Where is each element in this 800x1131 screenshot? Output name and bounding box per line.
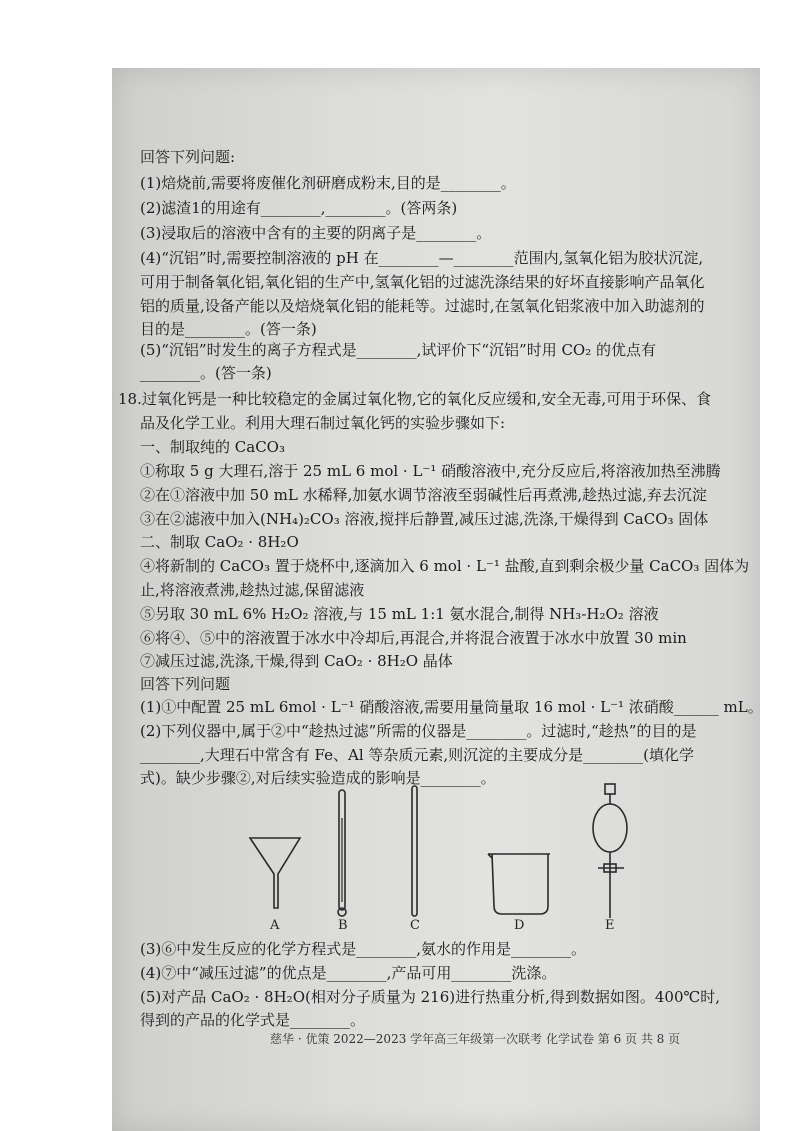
section-heading: 一、制取纯的 CaCO₃ bbox=[140, 438, 285, 456]
subquestion-line: (4)⑦中“减压过滤”的优点是________,产品可用________洗涤。 bbox=[140, 964, 557, 982]
text-line: (5)“沉铝”时发生的离子方程式是________,试评价下“沉铝”时用 CO₂ 的优点有 bbox=[140, 341, 657, 359]
apparatus-drawing bbox=[200, 778, 660, 938]
glass-rod-icon bbox=[412, 786, 417, 916]
text-line: 目的是________。(答一条) bbox=[140, 320, 317, 338]
figure-label-e: E bbox=[605, 918, 615, 933]
figure-label-b: B bbox=[338, 918, 348, 933]
subquestion-line: 式)。缺少步骤②,对后续实验造成的影响是________。 bbox=[140, 769, 496, 787]
text-line: (4)“沉铝”时,需要控制溶液的 pH 在________—________范围内,氢氧化铝为胶状沉淀, bbox=[140, 249, 704, 267]
section-heading: 二、制取 CaO₂ · 8H₂O bbox=[140, 533, 299, 551]
subquestion-line: 得到的产品的化学式是________。 bbox=[140, 1011, 366, 1029]
subquestion-line: (5)对产品 CaO₂ · 8H₂O(相对分子质量为 216)进行热重分析,得到数据如图。400℃时, bbox=[140, 988, 721, 1006]
separatory-funnel-icon bbox=[593, 784, 627, 918]
text-line: (3)浸取后的溶液中含有的主要的阴离子是________。 bbox=[140, 224, 492, 242]
step-line: ⑦减压过滤,洗涤,干燥,得到 CaO₂ · 8H₂O 晶体 bbox=[140, 652, 453, 670]
subquestion-line: (1)①中配置 25 mL 6mol · L⁻¹ 硝酸溶液,需要用量筒量取 16 mol · L⁻¹ 浓硝酸______ mL。 bbox=[140, 698, 763, 716]
subquestion-line: (2)下列仪器中,属于②中“趁热过滤”所需的仪器是________。过滤时,“趁热”的目的是 bbox=[140, 722, 697, 740]
text-line: ________。(答一条) bbox=[140, 364, 272, 382]
step-line: ①称取 5 g 大理石,溶于 25 mL 6 mol · L⁻¹ 硝酸溶液中,充分反应后,将溶液加热至沸腾 bbox=[140, 462, 721, 480]
step-line: ③在②滤液中加入(NH₄)₂CO₃ 溶液,搅拌后静置,减压过滤,洗涤,干燥得到 CaCO₃ 固体 bbox=[140, 510, 709, 528]
subquestion-line: ________,大理石中常含有 Fe、Al 等杂质元素,则沉淀的主要成分是________(填化学 bbox=[140, 746, 695, 764]
text-line: 回答下列问题: bbox=[140, 148, 236, 166]
figure-label-c: C bbox=[410, 918, 420, 933]
thermometer-icon bbox=[338, 790, 346, 916]
question-18-stem: 18.过氧化钙是一种比较稳定的金属过氧化物,它的氧化反应缓和,安全无毒,可用于环保、食 bbox=[118, 390, 712, 408]
text-line: 可用于制备氧化铝,氧化铝的生产中,氢氧化铝的过滤洗涤结果的好坏直接影响产品氧化 bbox=[140, 273, 705, 291]
step-line: ②在①溶液中加 50 mL 水稀释,加氨水调节溶液至弱碱性后再煮沸,趁热过滤,弃去沉淀 bbox=[140, 486, 707, 504]
step-line: ④将新制的 CaCO₃ 置于烧杯中,逐滴加入 6 mol · L⁻¹ 盐酸,直到剩余极少量 CaCO₃ 固体为 bbox=[140, 557, 750, 575]
figure-label-a: A bbox=[270, 918, 280, 933]
text-line: 铝的质量,设备产能以及焙烧氧化铝的能耗等。过滤时,在氢氧化铝浆液中加入助滤剂的 bbox=[140, 297, 705, 315]
text-line: 品及化学工业。利用大理石制过氧化钙的实验步骤如下: bbox=[140, 414, 506, 432]
beaker-icon bbox=[488, 854, 550, 914]
step-line: 止,将溶液煮沸,趁热过滤,保留滤液 bbox=[140, 581, 365, 599]
page-footer: 慈华 · 优策 2022—2023 学年高三年级第一次联考 化学试卷 第 6 页 共 8 页 bbox=[270, 1032, 681, 1046]
figure-label-d: D bbox=[514, 918, 525, 933]
text-line: 回答下列问题 bbox=[140, 675, 231, 693]
step-line: ⑥将④、⑤中的溶液置于冰水中冷却后,再混合,并将混合液置于冰水中放置 30 min bbox=[140, 629, 687, 647]
step-line: ⑤另取 30 mL 6% H₂O₂ 溶液,与 15 mL 1:1 氨水混合,制得 NH₃-H₂O₂ 溶液 bbox=[140, 605, 659, 623]
subquestion-line: (3)⑥中发生反应的化学方程式是________,氨水的作用是________。 bbox=[140, 940, 587, 958]
funnel-icon bbox=[250, 838, 300, 908]
text-line: (2)滤渣1的用途有________,________。(答两条) bbox=[140, 199, 458, 217]
text-line: (1)焙烧前,需要将废催化剂研磨成粉末,目的是________。 bbox=[140, 174, 516, 192]
apparatus-figure bbox=[200, 778, 660, 938]
